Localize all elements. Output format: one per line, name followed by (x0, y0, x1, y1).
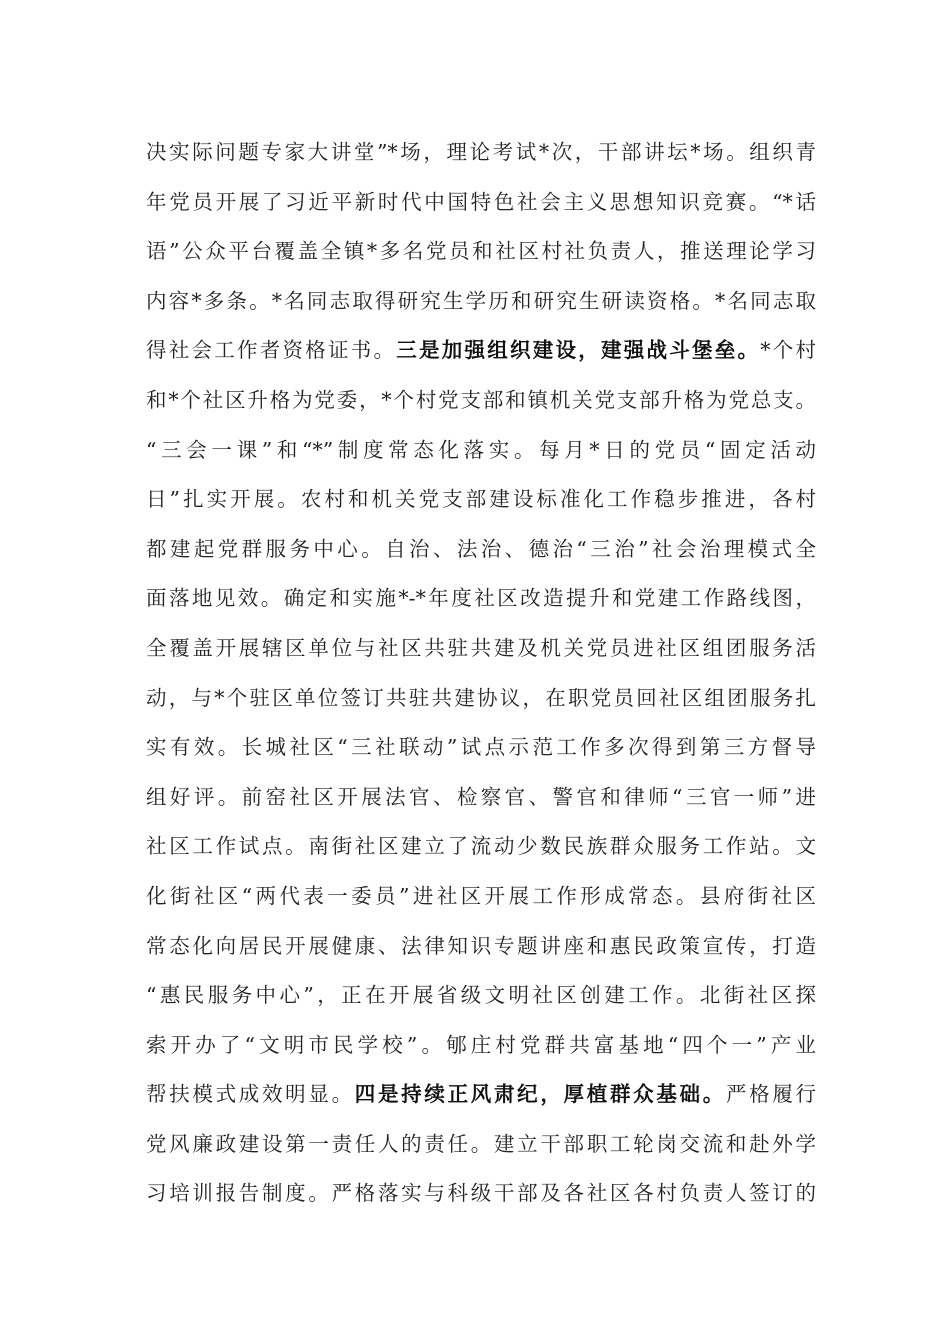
text-run: 年党员开展了习近平新时代中国特色社会主义思想知识竞赛。“*话 (146, 189, 816, 214)
text-line (146, 773, 816, 823)
text-run: 实有效。长城社区“三社联动”试点示范工作多次得到第三方督导 (146, 735, 816, 760)
text-run: 帮扶模式成效明显。 (146, 1082, 355, 1107)
text-line (146, 1070, 816, 1120)
text-run: 语”公众平台覆盖全镇*多名党员和社区村社负责人，推送理论学习 (146, 239, 816, 264)
text-run: 组好评。前窑社区开展法官、检察官、警官和律师“三官一师”进 (146, 784, 816, 809)
text-line (146, 376, 816, 426)
text-line (146, 624, 816, 674)
text-run: “惠民服务中心”，正在开展省级文明社区创建工作。北街社区探 (146, 983, 816, 1008)
text-line (146, 872, 816, 922)
text-run: *个村 (760, 338, 816, 363)
text-run: 严格履行 (725, 1082, 816, 1107)
body-text (146, 128, 816, 1219)
text-line (146, 326, 816, 376)
text-run: 习培训报告制度。严格落实与科级干部及各社区各村负责人签订的 (146, 1181, 816, 1206)
text-line (146, 723, 816, 773)
text-line (146, 178, 816, 228)
text-run: 社区工作试点。南街社区建立了流动少数民族群众服务工作站。文 (146, 834, 816, 859)
text-run: 索开办了“文明市民学校”。郇庄村党群共富基地“四个一”产业 (146, 1032, 816, 1057)
text-line (146, 674, 816, 724)
text-run: 化街社区“两代表一委员”进社区开展工作形成常态。县府街社区 (146, 883, 816, 908)
text-line (146, 971, 816, 1021)
text-run: 常态化向居民开展健康、法律知识专题讲座和惠民政策宣传，打造 (146, 933, 816, 958)
text-line (146, 922, 816, 972)
text-run: 日”扎实开展。农村和机关党支部建设标准化工作稳步推进，各村 (146, 487, 816, 512)
text-run: 和*个社区升格为党委，*个村党支部和镇机关党支部升格为党总支。 (146, 387, 816, 412)
text-line (146, 1021, 816, 1071)
text-run: 决实际问题专家大讲堂”*场，理论考试*次，干部讲坛*场。组织青 (146, 140, 816, 164)
text-run: 动，与*个驻区单位签订共驻共建协议，在职党员回社区组团服务扎 (146, 685, 816, 710)
text-line (146, 574, 816, 624)
text-run: 面落地见效。确定和实施*-*年度社区改造提升和党建工作路线图， (146, 586, 816, 611)
bold-heading-run: 三是加强组织建设，建强战斗堡垒。 (396, 338, 761, 363)
text-line (146, 1169, 816, 1219)
text-run: 全覆盖开展辖区单位与社区共驻共建及机关党员进社区组团服务活 (146, 635, 816, 660)
text-line (146, 426, 816, 476)
text-run: 党风廉政建设第一责任人的责任。建立干部职工轮岗交流和赴外学 (146, 1131, 816, 1156)
text-line (146, 475, 816, 525)
text-run: 得社会工作者资格证书。 (146, 338, 397, 363)
text-run: 都建起党群服务中心。自治、法治、德治“三治”社会治理模式全 (146, 536, 816, 561)
text-run: “三会一课”和“*”制度常态化落实。每月*日的党员“固定活动 (146, 437, 816, 462)
text-line (146, 128, 816, 178)
text-line (146, 1120, 816, 1170)
text-run: 内容*多条。*名同志取得研究生学历和研究生研读资格。*名同志取 (146, 288, 816, 313)
text-line (146, 525, 816, 575)
text-line (146, 227, 816, 277)
bold-heading-run: 四是持续正风肃纪，厚植群众基础。 (354, 1082, 726, 1107)
text-line (146, 277, 816, 327)
text-line (146, 822, 816, 872)
